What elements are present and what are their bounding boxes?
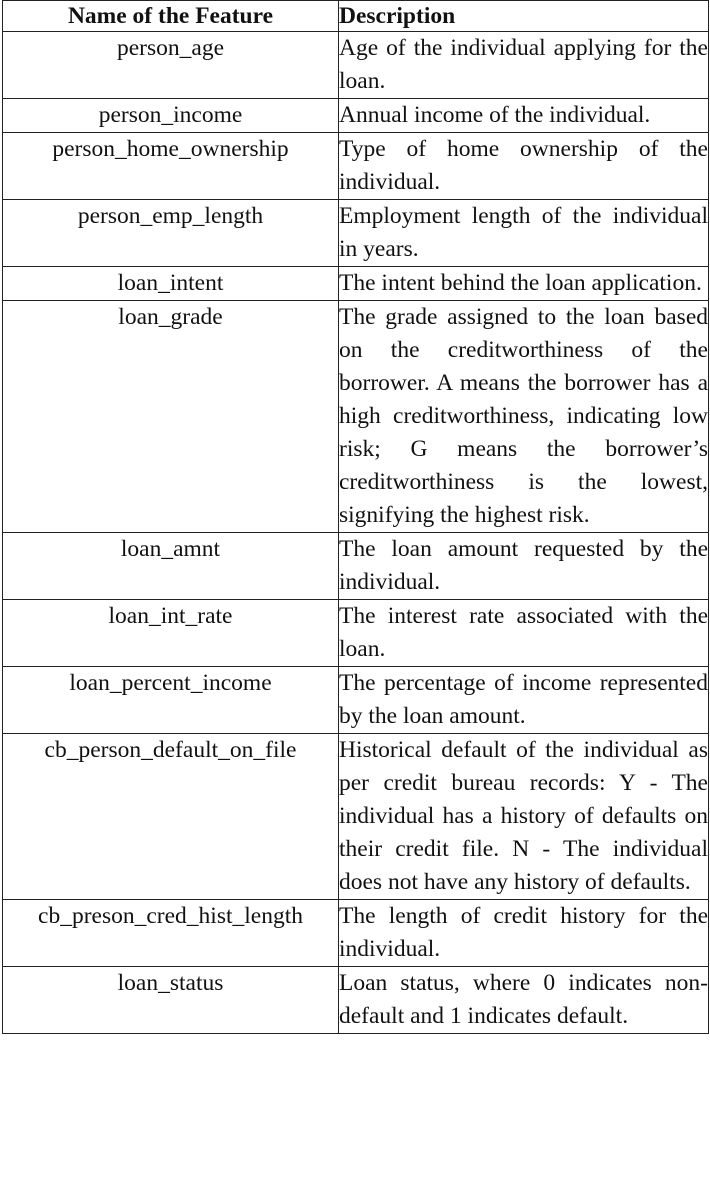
feature-description-cell: The loan amount requested by the individual. (339, 533, 709, 600)
table-row (3, 32, 709, 99)
table-row (3, 967, 709, 1034)
feature-description-cell: Historical default of the individual as per credit bureau records: Y - The individual has a history of defaults on their credit file. N - The individual does not have any history of defaults. (339, 734, 709, 900)
table-row (3, 667, 709, 734)
table-row (3, 200, 709, 267)
feature-description-cell: Employment length of the individual in years. (339, 200, 709, 267)
header-feature-name: Name of the Feature (3, 1, 339, 32)
table-header-row (3, 1, 709, 32)
feature-description-cell: Type of home ownership of the individual. (339, 133, 709, 200)
feature-name-cell: loan_int_rate (3, 600, 339, 667)
feature-name-cell: person_emp_length (3, 200, 339, 267)
table-row (3, 99, 709, 133)
table-row (3, 533, 709, 600)
feature-name-cell: cb_preson_cred_hist_length (3, 900, 339, 967)
feature-description-cell: Annual income of the individual. (339, 99, 709, 133)
feature-name-cell: person_age (3, 32, 339, 99)
feature-name-cell: person_income (3, 99, 339, 133)
header-description: Description (339, 1, 709, 32)
feature-name-cell: person_home_ownership (3, 133, 339, 200)
feature-name-cell: loan_grade (3, 301, 339, 533)
feature-name-cell: loan_status (3, 967, 339, 1034)
feature-description-cell: Loan status, where 0 indicates non-default and 1 indicates default. (339, 967, 709, 1034)
feature-description-cell: The length of credit history for the individual. (339, 900, 709, 967)
feature-name-cell: loan_amnt (3, 533, 339, 600)
table-row (3, 301, 709, 533)
feature-description-table (2, 0, 709, 1034)
table-row (3, 734, 709, 900)
feature-name-cell: loan_percent_income (3, 667, 339, 734)
feature-description-cell: The grade assigned to the loan based on the creditworthiness of the borrower. A means the borrower has a high creditworthiness, indicating low risk; G means the borrower’s creditworthiness is the lowest, signifying the highest risk. (339, 301, 709, 533)
feature-name-cell: loan_intent (3, 267, 339, 301)
feature-description-cell: The intent behind the loan application. (339, 267, 709, 301)
feature-name-cell: cb_person_default_on_file (3, 734, 339, 900)
table-row (3, 267, 709, 301)
feature-description-cell: The percentage of income represented by the loan amount. (339, 667, 709, 734)
table-row (3, 133, 709, 200)
feature-description-cell: The interest rate associated with the loan. (339, 600, 709, 667)
table-row (3, 600, 709, 667)
table-row (3, 900, 709, 967)
feature-description-cell: Age of the individual applying for the loan. (339, 32, 709, 99)
